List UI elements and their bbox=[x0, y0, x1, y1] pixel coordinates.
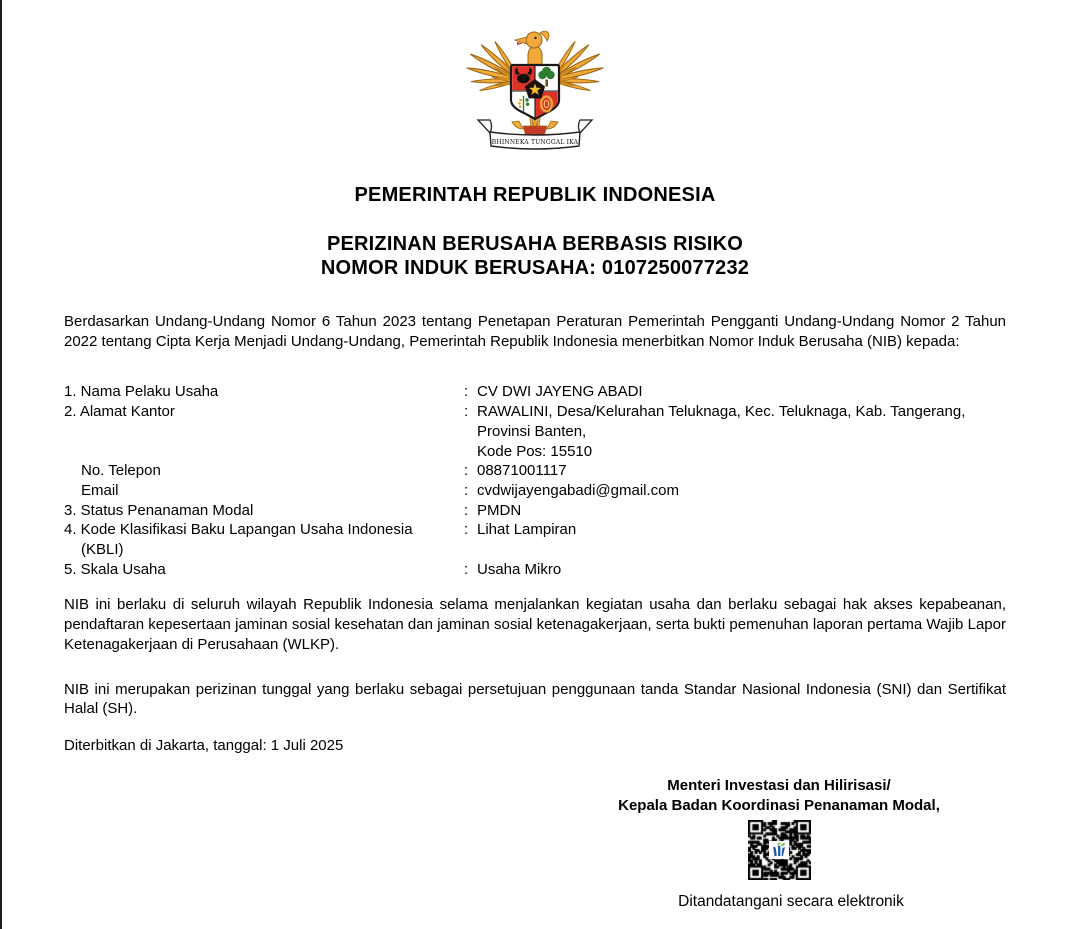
intro-paragraph: Berdasarkan Undang-Undang Nomor 6 Tahun 2023 tentang Penetapan Peraturan Pemerintah Pengganti Undang-Undang Nomor 2 Tahun 2022 tentang Cipta Kerja Menjadi Undang-Undang, Pemerintah Republik Indonesia menerbitkan Nomor Induk Berusaha (NIB) kepada: bbox=[64, 313, 1006, 350]
nib-number-line: NOMOR INDUK BERUSAHA: 0107250077232 bbox=[320, 257, 750, 279]
single-license-paragraph: NIB ini merupakan perizinan tunggal yang berlaku sebagai persetujuan penggunaan tanda Standar Nasional Indonesia (SNI) dan Sertifikat Halal (SH). bbox=[64, 680, 1006, 718]
document-title-block bbox=[2, 232, 1068, 280]
document-title-line: PERIZINAN BERUSAHA BERBASIS RISIKO bbox=[326, 233, 744, 255]
qr-code bbox=[748, 820, 811, 880]
field-value: cvdwijayengabadi@gmail.com bbox=[477, 481, 679, 499]
field-separator: : bbox=[464, 521, 469, 539]
field-separator: : bbox=[464, 462, 469, 480]
field-value-line: RAWALINI, Desa/Kelurahan Teluknaga, Kec. Teluknaga, Kab. Tangerang, bbox=[477, 403, 966, 421]
emblem-motto: BHINNEKA TUNGGAL IKA bbox=[491, 139, 579, 146]
electronic-signature-note: Ditandatangani secara elektronik bbox=[678, 892, 904, 910]
field-row-status-penanaman-modal bbox=[64, 501, 1006, 521]
business-fields-list bbox=[64, 382, 1006, 579]
government-title: PEMERINTAH REPUBLIK INDONESIA bbox=[354, 184, 716, 206]
field-label: Email bbox=[81, 481, 119, 499]
field-value-line: Provinsi Banten, bbox=[477, 422, 587, 440]
field-label: 2. Alamat Kantor bbox=[64, 403, 175, 421]
field-value: Lihat Lampiran bbox=[477, 521, 577, 539]
garuda-pancasila-emblem bbox=[460, 14, 610, 160]
field-separator: : bbox=[464, 383, 469, 401]
field-label: 1. Nama Pelaku Usaha bbox=[64, 383, 219, 401]
field-row-no-telepon bbox=[64, 461, 1006, 481]
ministry-logo-icon bbox=[769, 841, 789, 859]
field-separator: : bbox=[464, 560, 469, 578]
field-value: PMDN bbox=[477, 501, 522, 519]
field-value-line: Kode Pos: 15510 bbox=[477, 442, 593, 460]
field-label-line: 4. Kode Klasifikasi Baku Lapangan Usaha Indonesia bbox=[64, 521, 413, 539]
field-label: 5. Skala Usaha bbox=[64, 560, 166, 578]
field-separator: : bbox=[464, 403, 469, 421]
field-value: CV DWI JAYENG ABADI bbox=[477, 383, 643, 401]
signatory-title-line2: Kepala Badan Koordinasi Penanaman Modal, bbox=[618, 797, 940, 815]
validity-paragraph: NIB ini berlaku di seluruh wilayah Republik Indonesia selama menjalankan kegiatan usaha dan berlaku sebagai hak akses kepabeanan, pendaftaran kepesertaan jaminan sosial kesehatan dan jaminan sosial ketenagakerjaan, serta bukti pemenuhan laporan pertama Wajib Lapor Ketenagakerjaan di Perusahaan (WLKP). bbox=[64, 596, 1006, 653]
nib-document bbox=[2, 0, 1068, 911]
signature-block bbox=[559, 776, 999, 911]
field-value: 08871001117 bbox=[477, 462, 567, 480]
signatory-title-line1: Menteri Investasi dan Hilirisasi/ bbox=[667, 776, 891, 794]
document-header-emblem bbox=[2, 0, 1068, 160]
field-row-email bbox=[64, 481, 1006, 501]
field-value: Usaha Mikro bbox=[477, 560, 562, 578]
issuance-line: Diterbitkan di Jakarta, tanggal: 1 Juli 2025 bbox=[64, 736, 344, 754]
field-row-alamat-kantor bbox=[64, 402, 1006, 461]
field-row-nama-pelaku-usaha bbox=[64, 382, 1006, 402]
field-separator: : bbox=[464, 481, 469, 499]
field-label: No. Telepon bbox=[81, 462, 161, 480]
field-row-kbli bbox=[64, 520, 1006, 559]
field-separator: : bbox=[464, 501, 469, 519]
field-label: 3. Status Penanaman Modal bbox=[64, 501, 254, 519]
field-row-skala-usaha bbox=[64, 560, 1006, 580]
field-label-line: (KBLI) bbox=[81, 541, 124, 559]
